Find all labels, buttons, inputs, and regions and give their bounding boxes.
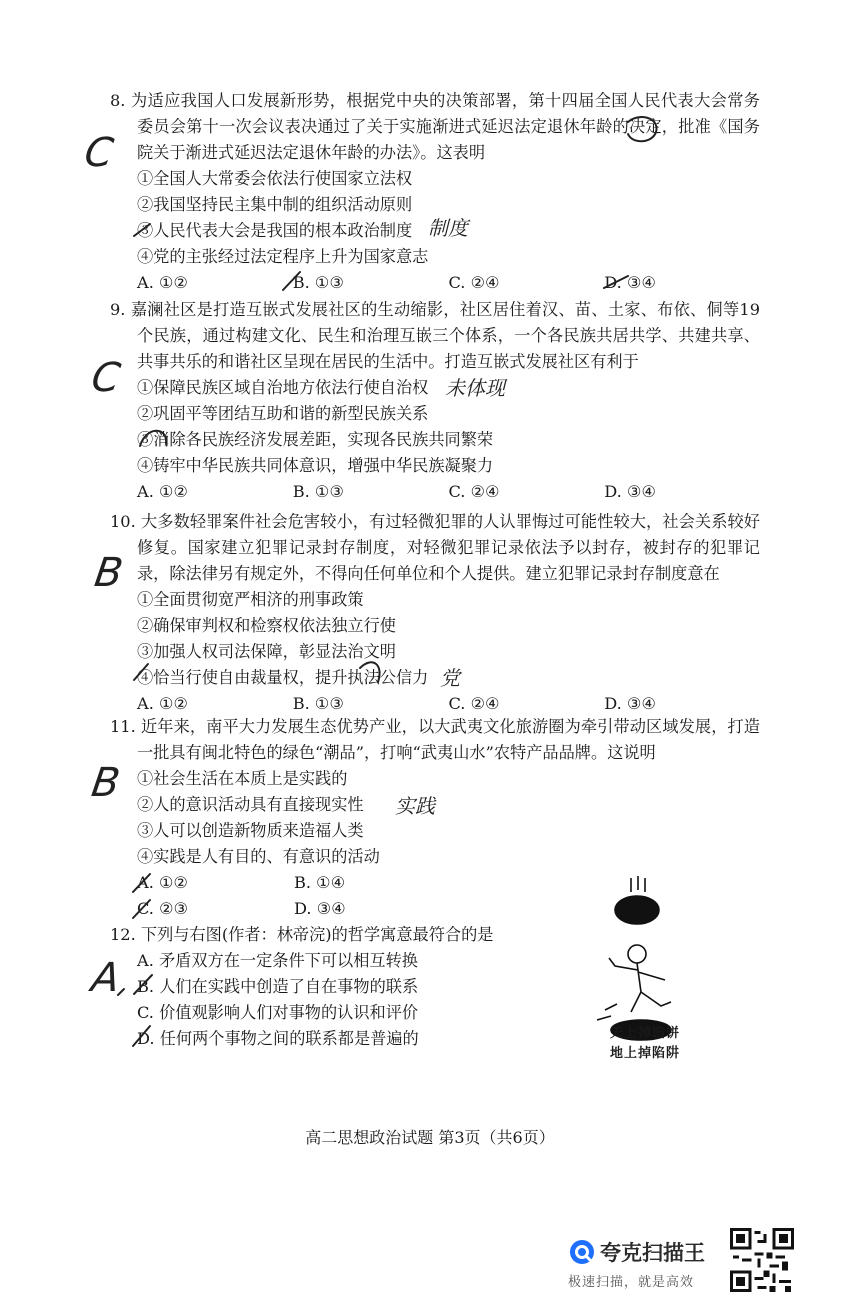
option: ①社会生活在本质上是实践的 [137,769,348,788]
choice: B. ①③ [292,482,344,501]
handwritten-note: 未体现 [445,376,505,400]
handwritten-answer: C [81,130,117,176]
choice: D. ③④ [604,694,656,713]
scanner-brand-name: 夸克扫描王 [600,1241,705,1265]
handwritten-answer: B [91,550,126,596]
choice: D. ③④ [604,482,656,501]
choice: B. ①③ [292,273,344,292]
page-footer: 高二思想政治试题 第3页（共6页） [305,1128,555,1147]
option: ②确保审判权和检察权依法独立行使 [137,616,396,635]
scanner-slogan: 极速扫描，就是高效 [568,1275,695,1290]
option: ①全面贯彻宽严相济的刑事政策 [137,590,364,609]
choice: B. ①④ [294,873,346,892]
choice: A. ①② [137,873,189,892]
choice: D. ③④ [294,899,346,918]
option: ④铸牢中华民族共同体意识，增强中华民族凝聚力 [137,456,494,475]
question-9 [110,297,760,505]
cartoon-caption: 地上掉陷阱 [609,1046,680,1061]
handwritten-answer: C [88,355,124,401]
option: ②巩固平等团结互助和谐的新型民族关系 [137,404,429,423]
scanner-watermark [565,1233,725,1293]
choice: B. ①③ [292,694,344,713]
option: ③消除各民族经济发展差距，实现各民族共同繁荣 [137,430,494,449]
question-stem: 11. 近年来，南平大力发展生态优势产业，以大武夷文化旅游圈为牵引带动区域发展，打造一批具有闽北特色的绿色“潮品”，打响“武夷山水”农特产品品牌。这说明 [110,717,760,762]
qr-code-icon [730,1228,794,1292]
option: C. 价值观影响人们对事物的认识和评价 [137,1003,419,1022]
choice: A. ①② [137,273,189,292]
handwritten-note: 实践 [395,794,435,818]
option: ①全国人大常委会依法行使国家立法权 [137,169,413,188]
question-12 [110,922,570,1052]
question-stem: 8. 为适应我国人口发展新形势，根据党中央的决策部署，第十四届全国人民代表大会常务委员会第十一次会议表决通过了关于实施渐进式延迟法定退休年龄的决定，批准《国务院关于渐进式延迟法定退休年龄的办法》。这表明 [110,91,760,162]
option: ②人的意识活动具有直接现实性 [137,795,364,814]
option: D. 任何两个事物之间的联系都是普遍的 [137,1029,419,1048]
choice: C. ②③ [137,899,189,918]
option: ②我国坚持民主集中制的组织活动原则 [137,195,413,214]
choice: C. ②④ [448,694,500,713]
question-stem: 9. 嘉澜社区是打造互嵌式发展社区的生动缩影，社区居住着汉、苗、土家、布依、侗等19个民族，通过构建文化、民生和治理互嵌三个体系，一个各民族共居共学、共建共享、共事共乐的和谐社区呈现在居民的生活中。打造互嵌式发展社区有利于 [110,300,760,371]
handwritten-note: 制度 [428,216,468,240]
option: B. 人们在实践中创造了自在事物的联系 [137,977,419,996]
option: A. 矛盾双方在一定条件下可以相互转换 [137,951,418,970]
option: ③加强人权司法保障，彰显法治文明 [137,642,396,661]
choice: C. ②④ [448,482,500,501]
choice: C. ②④ [448,273,500,292]
option: ④恰当行使自由裁量权，提升执法公信力 [137,668,429,687]
cartoon-caption: 天上掉馅饼 [609,1026,680,1041]
option: ④实践是人有目的、有意识的活动 [137,847,380,866]
option: ③人可以创造新物质来造福人类 [137,821,364,840]
answer-choices [110,479,760,505]
option: ④党的主张经过法定程序上升为国家意志 [137,247,429,266]
handwritten-answer: B [88,760,123,806]
choice: A. ①② [137,482,189,501]
handwritten-note: 党 [440,666,460,690]
choice: A. ①② [137,694,189,713]
handwritten-answer: A [88,955,123,1001]
question-stem: 12. 下列与右图(作者：林帝浣)的哲学寓意最符合的是 [110,925,494,944]
option: ①保障民族区域自治地方依法行使自治权 [137,378,429,397]
answer-choices [110,270,760,296]
question-stem: 10. 大多数轻罪案件社会危害较小，有过轻微犯罪的人认罪悔过可能性较大，社会关系较好修复。国家建立犯罪记录封存制度，对轻微犯罪记录依法予以封存，被封存的犯罪记录，除法律另有规定外，不得向任何单位和个人提供。建立犯罪记录封存制度意在 [110,512,760,583]
choice: D. ③④ [604,273,656,292]
option: ③人民代表大会是我国的根本政治制度 [137,221,413,240]
scanner-logo-icon [569,1239,595,1265]
question-10 [110,509,760,717]
question-8 [110,88,760,296]
